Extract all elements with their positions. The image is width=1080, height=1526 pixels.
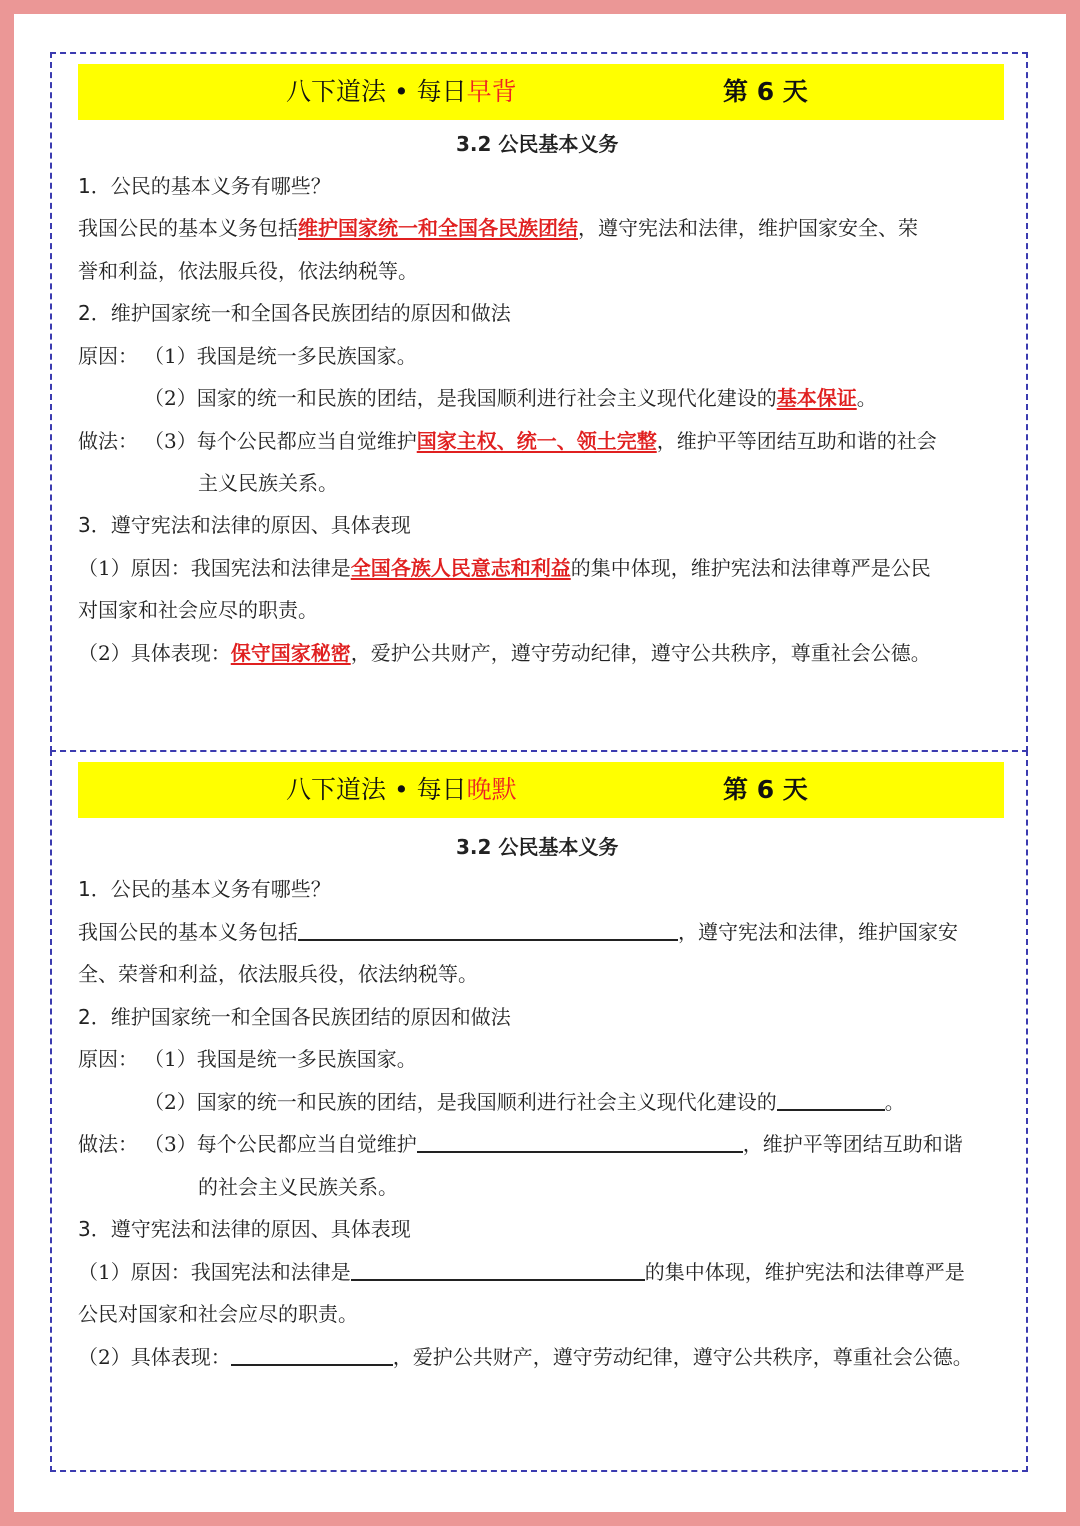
section-subtitle: 3.2 公民基本义务 [456, 835, 619, 859]
method-line-2: 主义民族关系。 [198, 471, 338, 495]
cause-line-2: 对国家和社会应尽的职责。 [78, 598, 318, 622]
method-line-1: （3）每个公民都应当自觉维护国家主权、统一、领土完整，维护平等团结互助和谐的社会 [144, 429, 937, 453]
key-point: 保守国家秘密 [230, 641, 351, 665]
answer-1-line-1: 我国公民的基本义务包括 ，遵守宪法和法律，维护国家安 [78, 917, 958, 947]
fill-in-blank[interactable] [298, 917, 678, 941]
section-subtitle: 3.2 公民基本义务 [456, 132, 619, 156]
question-2: 2．维护国家统一和全国各民族团结的原因和做法 [78, 301, 511, 325]
cause-line-1: （1）原因：我国宪法和法律是 的集中体现，维护宪法和法律尊严是 [78, 1257, 965, 1287]
day-label: 第 6 天 [723, 775, 808, 804]
key-point: 维护国家统一和全国各民族团结 [298, 216, 578, 240]
answer-1-line-2: 誉和利益，依法服兵役，依法纳税等。 [78, 259, 418, 283]
question-1: 1．公民的基本义务有哪些？ [78, 174, 331, 198]
method-line-1: （3）每个公民都应当自觉维护 ，维护平等团结互助和谐 [144, 1129, 963, 1159]
title-highlight: 晚默 [466, 775, 517, 804]
answer-1-line-2: 全、荣誉和利益，依法服兵役，依法纳税等。 [78, 962, 478, 986]
title-banner [78, 762, 1004, 818]
key-point: 国家主权、统一、领土完整 [416, 429, 657, 453]
key-point: 全国各族人民意志和利益 [350, 556, 571, 580]
method-line-2: 的社会主义民族关系。 [198, 1175, 398, 1199]
fill-in-blank[interactable] [417, 1129, 743, 1153]
question-3: 3．遵守宪法和法律的原因、具体表现 [78, 1217, 411, 1241]
page-sheet [14, 14, 1066, 1512]
behavior-line: （2）具体表现： ，爱护公共财产，遵守劳动纪律，遵守公共秩序，尊重社会公德。 [78, 1342, 973, 1372]
cause-line-1: （1）原因：我国宪法和法律是全国各族人民意志和利益的集中体现，维护宪法和法律尊严是公民 [78, 556, 931, 580]
question-3: 3．遵守宪法和法律的原因、具体表现 [78, 513, 411, 537]
banner-title [286, 64, 517, 120]
reason-2: （2）国家的统一和民族的团结，是我国顺利进行社会主义现代化建设的 。 [144, 1087, 905, 1117]
answer-1-line-1: 我国公民的基本义务包括维护国家统一和全国各民族团结，遵守宪法和法律，维护国家安全、荣 [78, 216, 918, 240]
day-label: 第 6 天 [723, 77, 808, 106]
reason-label: 原因： [78, 344, 138, 368]
fill-in-blank[interactable] [777, 1087, 885, 1111]
title-prefix: 八下道法 • 每日 [286, 77, 467, 106]
title-banner [78, 64, 1004, 120]
fill-in-blank[interactable] [351, 1257, 645, 1281]
question-2: 2．维护国家统一和全国各民族团结的原因和做法 [78, 1005, 511, 1029]
cause-line-2: 公民对国家和社会应尽的职责。 [78, 1302, 358, 1326]
fill-in-blank[interactable] [231, 1342, 393, 1366]
title-highlight: 早背 [466, 77, 517, 106]
method-label: 做法： [78, 1132, 138, 1156]
reason-1: （1）我国是统一多民族国家。 [144, 344, 417, 368]
evening-dictation-card [50, 750, 1028, 1472]
reason-label: 原因： [78, 1047, 138, 1071]
reason-2: （2）国家的统一和民族的团结，是我国顺利进行社会主义现代化建设的基本保证。 [144, 386, 877, 410]
key-point: 基本保证 [776, 386, 857, 410]
banner-title [286, 762, 517, 818]
title-prefix: 八下道法 • 每日 [286, 775, 467, 804]
behavior-line: （2）具体表现：保守国家秘密，爱护公共财产，遵守劳动纪律，遵守公共秩序，尊重社会公德。 [78, 641, 931, 665]
method-label: 做法： [78, 429, 138, 453]
reason-1: （1）我国是统一多民族国家。 [144, 1047, 417, 1071]
morning-recite-card [50, 52, 1028, 752]
question-1: 1．公民的基本义务有哪些？ [78, 877, 331, 901]
